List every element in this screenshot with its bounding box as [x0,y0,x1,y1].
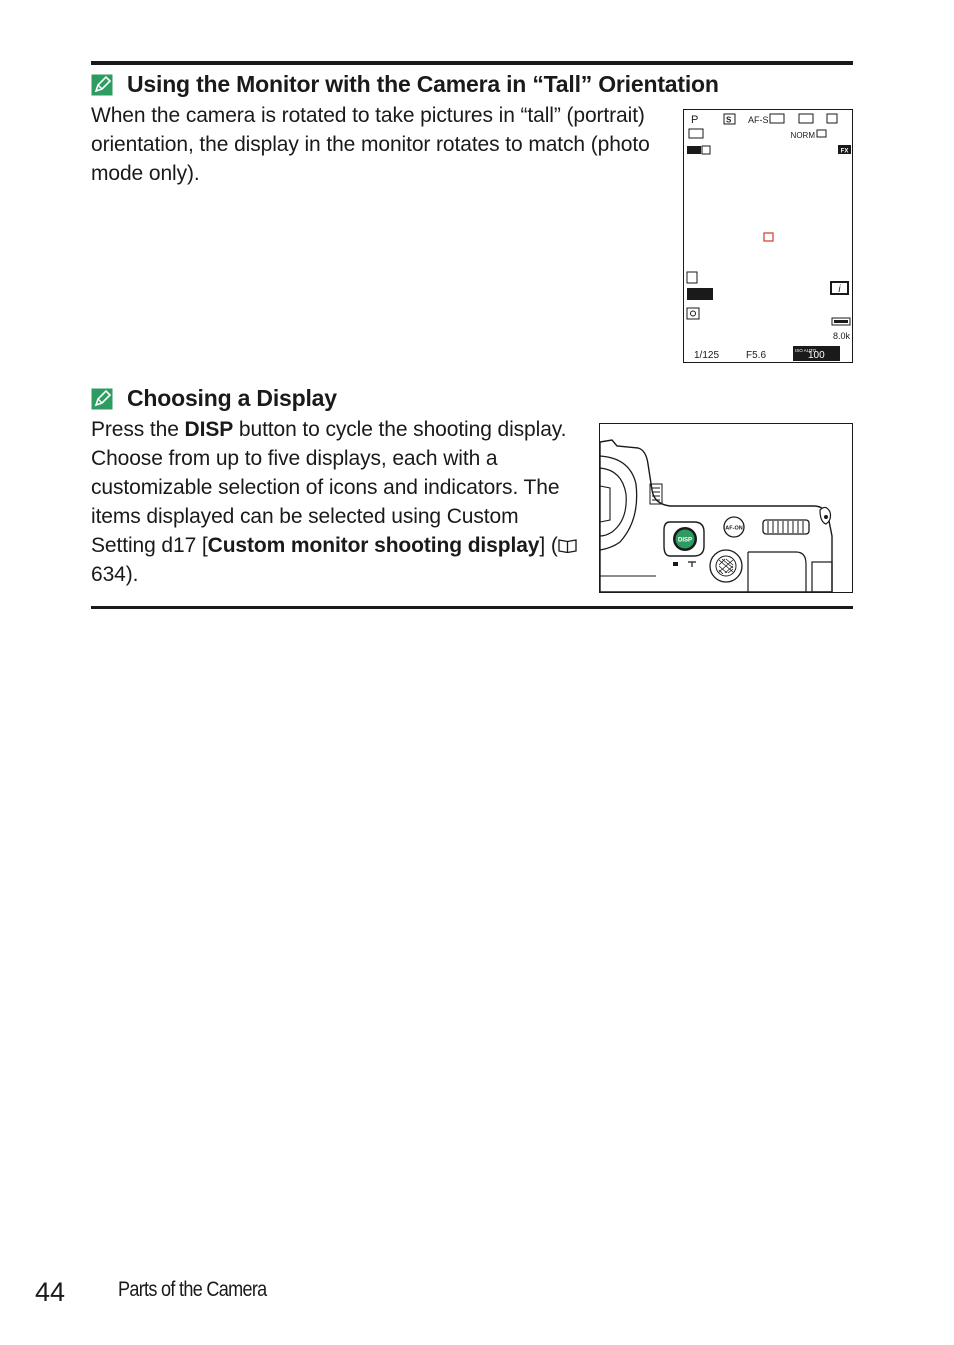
monitor-portrait-illustration [683,109,853,363]
image-size-icon [817,130,826,137]
disp-button-label: DISP [677,537,693,544]
footer-section-title: Parts of the Camera [118,1278,267,1301]
metering-icon-top [689,129,703,138]
pencil-note-icon [91,388,113,410]
command-dial [763,520,809,534]
shutter-speed: 1/125 [694,350,720,361]
disp-button-name: DISP [184,418,234,441]
af-area-icon [770,114,784,123]
picture-style-icon [702,146,710,154]
menu-item-name: Custom monitor shooting display [207,534,540,557]
iso-label: ISO AUTO [795,348,817,353]
image-quality-indicator: NORM [790,131,815,140]
image-area-indicator: FX [840,148,849,155]
tall-orientation-text: When the camera is rotated to take pictures in “tall” (portrait) orientation, the display in the monitor rotates to match (photo mode only). [91,104,650,185]
touch-shutter-icon [687,288,713,300]
shooting-mode-indicator: P [691,114,699,126]
camera-back-illustration [599,423,853,593]
pencil-note-icon [91,74,113,96]
heading-text: Using the Monitor with the Camera in “Tall” Orientation [127,71,719,97]
heading-text: Choosing a Display [127,385,337,411]
vibration-reduction-icon [799,114,813,123]
bottom-rule [91,606,853,609]
iso-value: 100 [808,350,825,361]
focus-mode-indicator: AF-S [748,115,769,125]
exposures-remaining: 8.0k [832,331,850,341]
i-button-label: i [838,284,841,295]
white-balance-icon [827,114,837,123]
focus-point [764,233,773,241]
svg-text:AF-ON: AF-ON [725,525,743,532]
bluetooth-icon [687,272,697,283]
release-mode-indicator: S [726,115,732,125]
section-heading-choosing-display [91,385,337,412]
page-number: 44 [35,1277,66,1307]
section-heading-tall-orientation [91,71,719,98]
page-reference-icon [558,538,577,553]
choosing-display-text: Press the DISP button to cycle the shooting display. Choose from up to five displays, each with a customizable selection of icons and indicators. The items displayed can be selected using Custom Setting d17 [Custom monitor shooting display] (634). [91,415,581,589]
picture-control-icon [687,146,701,154]
metering-icon [687,308,699,319]
aperture: F5.6 [746,350,767,361]
top-rule [91,61,853,65]
